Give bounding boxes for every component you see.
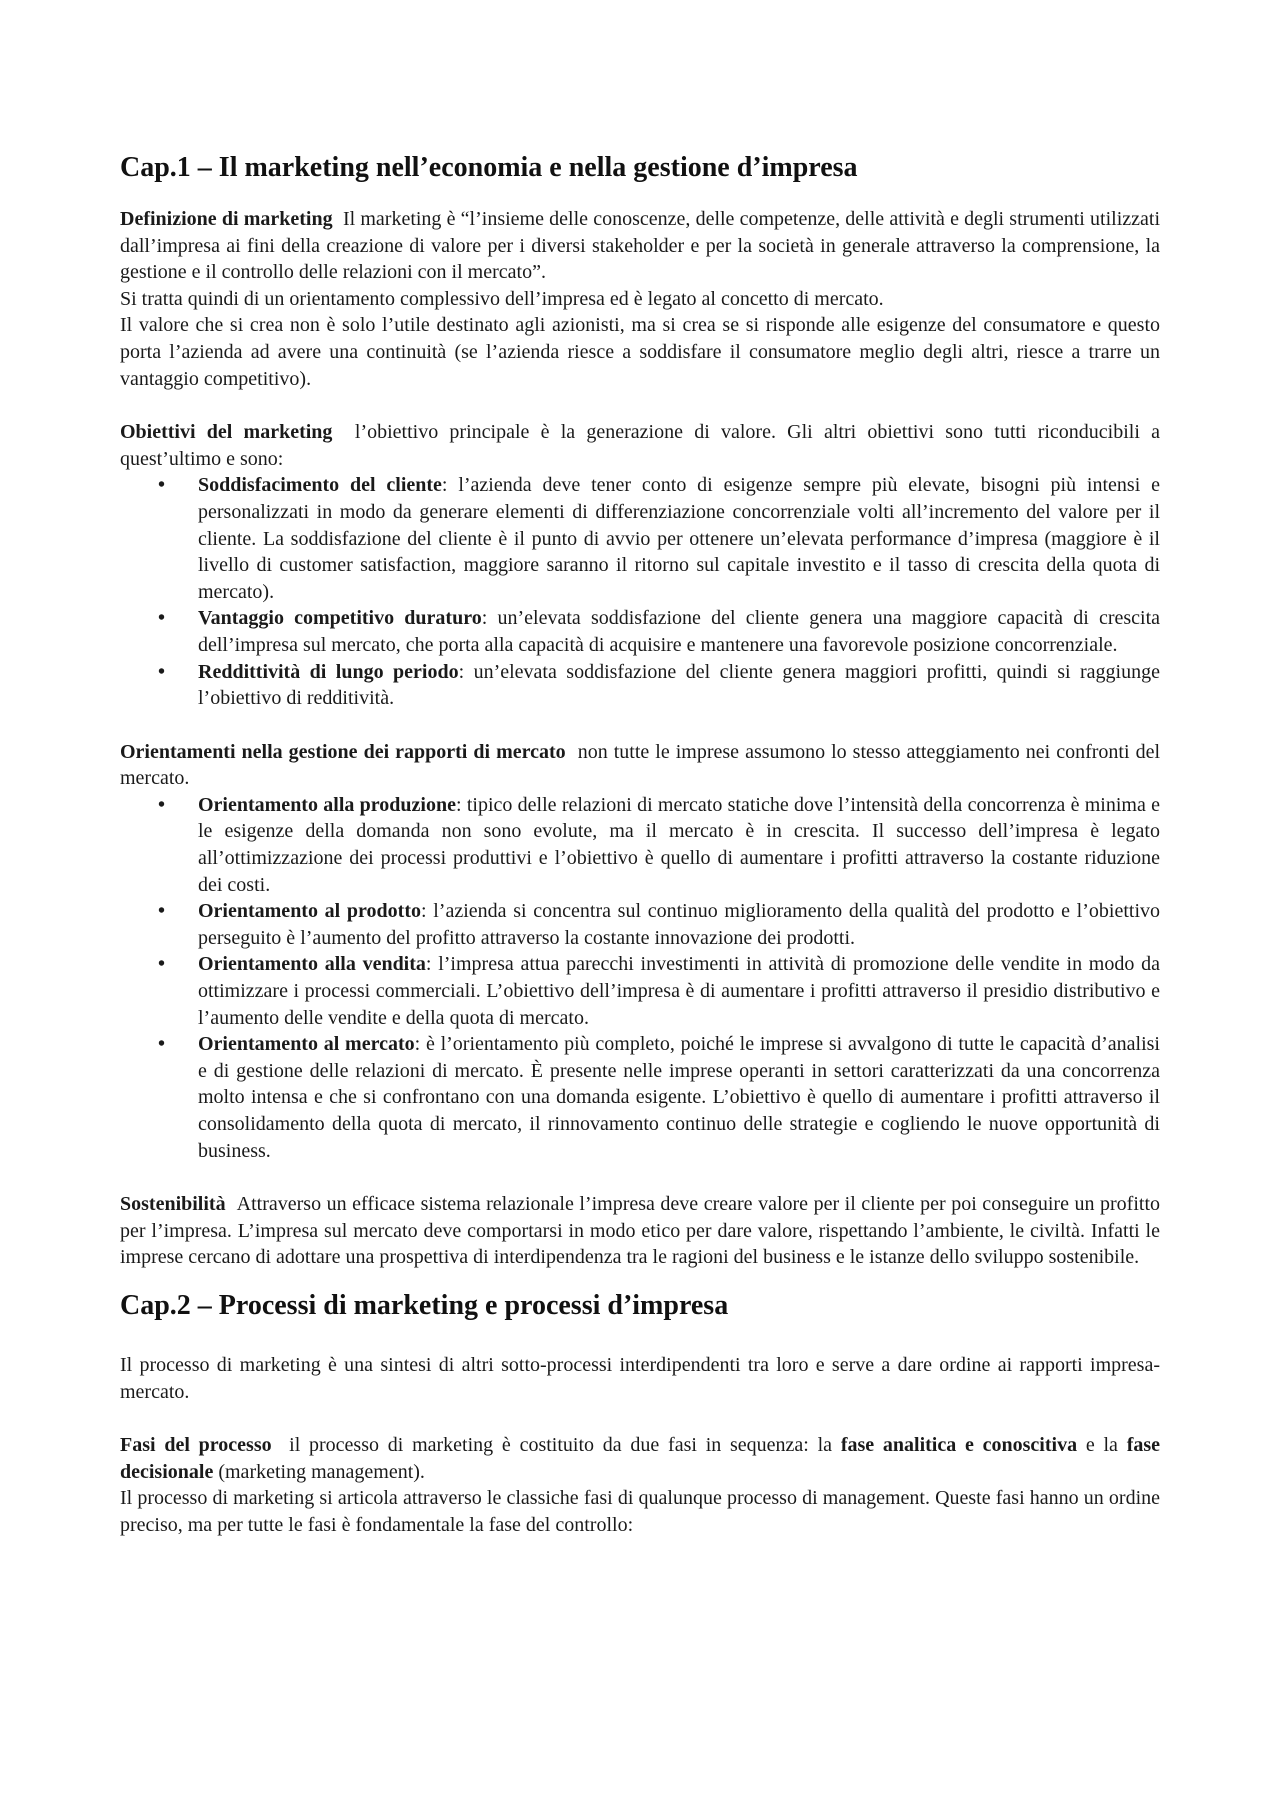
document-page — [120, 150, 1160, 1539]
phases-line-2: Il processo di marketing si articola attraverso le classiche fasi di qualunque processo di management. Queste fasi hanno un ordine preciso, ma per tutte le fasi è fondamentale la fase del controllo: — [120, 1487, 1160, 1536]
list-item — [158, 472, 1160, 605]
list-item-term: Soddisfacimento del cliente — [198, 474, 442, 497]
definition-term: Definizione di marketing — [120, 208, 333, 230]
list-item-term: Orientamento alla produzione — [198, 793, 456, 816]
list-item-text: : tipico delle relazioni di mercato statiche dove l’intensità della concorrenza è minima e le esigenze della domanda non sono evolute, ma il mercato è in crescita. Il successo dell’impresa è legato all’ottimizzazione dei processi produttivi e l’obiettivo è quello di aumentare i profitti attraverso la costante riduzione dei costi. — [198, 793, 1160, 896]
list-item — [158, 792, 1160, 898]
sustainability-term: Sostenibilità — [120, 1193, 226, 1216]
phases-bold-a: fase analitica e conoscitiva — [840, 1434, 1078, 1457]
objectives-term: Obiettivi del marketing — [120, 421, 333, 444]
chapter-1-title: Cap.1 – Il marketing nell’economia e nella gestione d’impresa — [120, 152, 858, 183]
list-item-term: Orientamento al mercato — [198, 1033, 415, 1056]
phases-paragraph — [120, 1432, 1160, 1485]
phases-text-a: il processo di marketing è costituito da due fasi in sequenza: la — [289, 1434, 833, 1457]
definition-line-3: Il valore che si crea non è solo l’utile destinato agli azionisti, ma si crea se si risponde alle esigenze del consumatore e questo porta l’azienda ad avere una continuità (se l’azienda riesce a soddisfare il consumatore meglio degli altri, riesce a trarre un vantaggio competitivo). — [120, 314, 1160, 390]
phases-bold-b: fase decisionale — [120, 1434, 1161, 1483]
phases-text-b: e la — [1085, 1434, 1118, 1457]
list-item-text: : l’azienda deve tener conto di esigenze sempre più elevate, bisogni più intensi e personalizzati in modo da generare elementi di differenziazione concorrenziale volti all’incremento del valore per il cliente. La soddisfazione del cliente è il punto di avvio per ottenere un’elevata performance d’impresa (maggiore è il livello di customer satisfaction, maggiore saranno il ritorno sul capitale investito e il tasso di crescita della quota di mercato). — [198, 474, 1160, 603]
objectives-text: l’obiettivo principale è la generazione di valore. Gli altri obiettivi sono tutti riconducibili a quest’ultimo e sono: — [120, 421, 1161, 470]
list-item — [158, 898, 1160, 951]
bullet-icon: • — [158, 900, 166, 923]
definition-paragraph — [120, 206, 1160, 286]
list-item-text: : l’impresa attua parecchi investimenti in attività di promozione delle vendite in modo da ottimizzare i processi commerciali. L’obiettivo dell’impresa è di aumentare i profitti attraverso il presidio distributivo e l’aumento delle vendite e della quota di mercato. — [198, 953, 1160, 1029]
list-item — [158, 659, 1160, 712]
sustainability-paragraph — [120, 1191, 1160, 1271]
orientations-paragraph — [120, 739, 1160, 792]
bullet-icon: • — [158, 1033, 166, 1056]
list-item-text: : un’elevata soddisfazione del cliente genera una maggiore capacità di crescita dell’impresa sul mercato, che porta alla capacità di acquisire e mantenere una favorevole posizione concorrenziale. — [198, 607, 1161, 656]
definition-text: Il marketing è “l’insieme delle conoscenze, delle competenze, delle attività e degli strumenti utilizzati dall’impresa ai fini della creazione di valore per i diversi stakeholder e per la società in generale attraverso la comprensione, la gestione e il controllo delle relazioni con il mercato”. — [120, 208, 1160, 284]
list-item-term: Reddittività di lungo periodo — [198, 660, 459, 683]
chapter-2-title: Cap.2 – Processi di marketing e processi d’impresa — [120, 1289, 729, 1321]
bullet-icon: • — [158, 607, 166, 630]
chapter-2-intro: Il processo di marketing è una sintesi di altri sotto-processi interdipendenti tra loro e serve a dare ordine ai rapporti impresa-mercato. — [120, 1353, 1160, 1403]
objectives-list — [120, 472, 1160, 711]
orientations-term: Orientamenti nella gestione dei rapporti di mercato — [120, 740, 566, 763]
bullet-icon: • — [158, 660, 166, 683]
list-item-text: : l’azienda si concentra sul continuo miglioramento della qualità del prodotto e l’obiettivo perseguito è l’aumento del profitto attraverso la costante innovazione dei prodotti. — [198, 900, 1160, 949]
sustainability-text: Attraverso un efficace sistema relazionale l’impresa deve creare valore per il cliente per poi conseguire un profitto per l’impresa. L’impresa sul mercato deve comportarsi in modo etico per dare valore, rispettando l’ambiente, le civiltà. Infatti le imprese cercano di adottare una prospettiva di interdipendenza tra le ragioni del business e le istanze dello sviluppo sostenibile. — [120, 1193, 1161, 1269]
list-item — [158, 605, 1161, 658]
bullet-icon: • — [158, 793, 166, 816]
list-item-term: Orientamento al prodotto — [198, 900, 421, 923]
bullet-icon: • — [158, 953, 166, 976]
list-item-term: Orientamento alla vendita — [198, 953, 426, 976]
orientations-text: non tutte le imprese assumono lo stesso atteggiamento nei confronti del mercato. — [120, 740, 1161, 790]
list-item-text: : è l’orientamento più completo, poiché le imprese si avvalgono di tutte le capacità d’analisi e di gestione delle relazioni di mercato. È presente nelle imprese operanti in settori caratterizzati da una concorrenza molto intensa e che si confrontano con una domanda esigente. L’obiettivo è quello di aumentare i profitti attraverso il consolidamento della quota di mercato, il rinnovamento continuo delle strategie e cogliendo le nuove opportunità di business. — [198, 1033, 1160, 1162]
list-item — [158, 951, 1160, 1031]
bullet-icon: • — [158, 474, 166, 497]
orientations-list — [120, 792, 1160, 1164]
phases-text-c: (marketing management). — [218, 1460, 425, 1483]
definition-line-2: Si tratta quindi di un orientamento complessivo dell’impresa ed è legato al concetto di mercato. — [120, 287, 884, 310]
list-item — [158, 1031, 1160, 1164]
list-item-term: Vantaggio competitivo duraturo — [198, 607, 482, 630]
list-item-text: : un’elevata soddisfazione del cliente genera maggiori profitti, quindi si raggiunge l’obiettivo di redditività. — [198, 660, 1160, 710]
phases-term: Fasi del processo — [120, 1434, 272, 1457]
objectives-paragraph — [120, 419, 1160, 472]
